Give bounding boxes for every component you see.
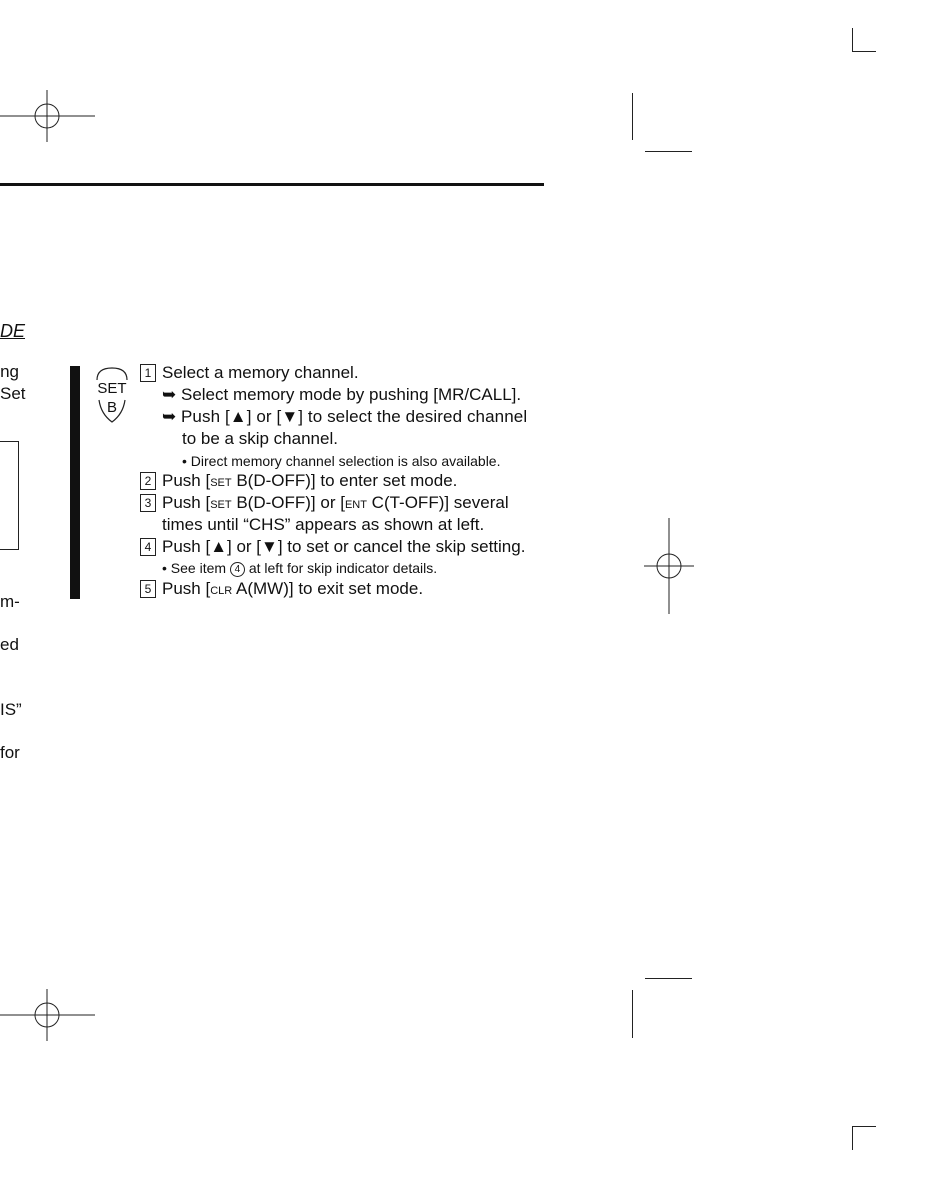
registration-target-top-left — [0, 90, 100, 142]
step-1-substep-b — [162, 406, 527, 428]
step-text: C(T-OFF)] several — [366, 493, 509, 512]
left-text-fragment: Set — [0, 384, 26, 403]
left-text-fragment: ng — [0, 362, 19, 381]
note-text: • See item — [162, 560, 230, 576]
step-number: 1 — [140, 364, 156, 382]
step-1-substep-b-continued: to be a skip channel. — [182, 429, 338, 448]
circled-number: 4 — [230, 562, 245, 577]
step-text: Push [ — [162, 471, 211, 490]
arrow-icon: ➥ — [162, 385, 177, 404]
step-3 — [140, 492, 509, 515]
step-1 — [140, 362, 359, 384]
trim-mark-lower-v — [632, 990, 633, 1038]
header-rule — [0, 183, 544, 186]
set-key-label-bottom: B — [106, 399, 117, 416]
key-label-set: set — [210, 495, 232, 512]
trim-mark-upper-v — [632, 93, 633, 140]
step-4-note — [162, 558, 437, 578]
step-text: B(D-OFF)] or [ — [231, 493, 345, 512]
crop-mark-top-right-h — [852, 51, 876, 52]
lcd-box-fragment — [0, 441, 19, 550]
step-text: Select a memory channel. — [162, 363, 359, 382]
step-1-substep-a — [162, 384, 521, 406]
key-label-set: set — [210, 473, 232, 490]
step-text: Push [ — [162, 579, 211, 598]
trim-mark-lower-h — [645, 978, 692, 979]
step-1-note: • Direct memory channel selection is also available. — [182, 453, 501, 469]
note-text: at left for skip indicator details. — [244, 560, 438, 576]
step-text: A(MW)] to exit set mode. — [232, 579, 424, 598]
left-text-fragment: m- — [0, 592, 20, 611]
registration-target-right — [642, 518, 696, 614]
key-label-ent: ent — [344, 495, 367, 512]
step-3-continued: times until “CHS” appears as shown at left. — [162, 515, 485, 534]
step-number: 4 — [140, 538, 156, 556]
step-text: Push [▲] or [▼] to set or cancel the skip setting. — [162, 537, 526, 556]
set-key-icon — [94, 366, 130, 424]
mode-heading-fragment: DE — [0, 321, 26, 341]
set-key-label-top: SET — [97, 380, 127, 397]
trim-mark-upper-h — [645, 151, 692, 152]
section-side-bar — [70, 366, 80, 599]
step-number: 2 — [140, 472, 156, 490]
key-label-clr: clr — [210, 581, 233, 598]
crop-mark-bottom-right-h — [852, 1126, 876, 1127]
step-text: Select memory mode by pushing [MR/CALL]. — [180, 385, 522, 404]
left-text-fragment: for — [0, 743, 20, 762]
step-2 — [140, 470, 457, 493]
step-text: Push [ — [162, 493, 211, 512]
step-5 — [140, 578, 423, 601]
arrow-icon: ➥ — [162, 407, 177, 426]
step-text: Push [▲] or [▼] to select the desired channel — [180, 407, 528, 426]
crop-mark-bottom-right-v — [852, 1126, 853, 1150]
step-4 — [140, 536, 525, 558]
registration-target-bottom-left — [0, 989, 100, 1041]
step-number: 5 — [140, 580, 156, 598]
left-text-fragment: IS” — [0, 700, 22, 719]
step-text: B(D-OFF)] to enter set mode. — [231, 471, 458, 490]
crop-mark-top-right-v — [852, 28, 853, 52]
left-text-fragment: ed — [0, 635, 19, 654]
step-number: 3 — [140, 494, 156, 512]
